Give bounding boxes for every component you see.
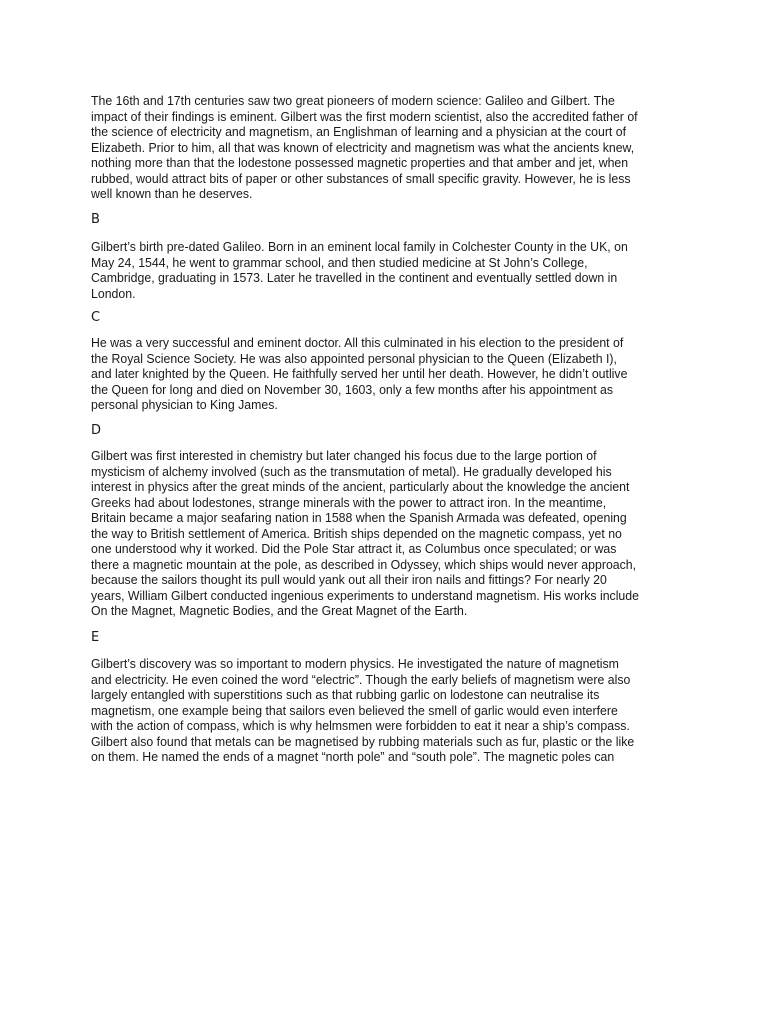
text-line: impact of their findings is eminent. Gilbert was the first modern scientist, also the accredited father of	[91, 108, 638, 124]
text-line: with the action of compass, which is why helmsmen were forbidden to eat it near a ship’s compass.	[91, 718, 630, 733]
text-line: Gilbert also found that metals can be magnetised by rubbing materials such as fur, plastic or the like	[91, 733, 635, 749]
text-line: Greeks had about lodestones, strange minerals with the power to attract iron. In the meantime,	[91, 494, 607, 510]
text-line: on them. He named the ends of a magnet “north pole” and “south pole”. The magnetic poles can	[91, 749, 615, 764]
text-line: London.	[91, 285, 136, 301]
text-line: Elizabeth. Prior to him, all that was known of electricity and magnetism was what the ancients knew,	[91, 139, 635, 155]
text-line: the Queen for long and died on November 30, 1603, only a few months after his appointment as	[91, 381, 614, 397]
text-line: On the Magnet, Magnetic Bodies, and the Great Magnet of the Earth.	[91, 603, 468, 618]
section-heading-d: D	[91, 423, 102, 438]
text-line: the Royal Science Society. He was also appointed personal physician to the Queen (Elizabeth I),	[91, 350, 617, 366]
text-line: Britain became a major seafaring nation in 1588 when the Spanish Armada was defeated, opening	[91, 510, 627, 525]
text-line: The 16th and 17th centuries saw two great pioneers of modern science: Galileo and Gilbert. The	[91, 93, 615, 108]
text-line: the way to British settlement of America. British ships depended on the magnetic compass, yet no	[91, 525, 622, 541]
text-line: largely entangled with superstitions such as that rubbing garlic on lodestone can neutralise its	[91, 687, 600, 702]
text-line: Gilbert’s birth pre-dated Galileo. Born in an eminent local family in Colchester County in the UK, on	[91, 239, 628, 254]
text-line: because the sailors thought its pull would yank out all their iron nails and fittings? For nearly 20	[91, 572, 607, 587]
paragraph-a	[91, 93, 638, 202]
text-line: Gilbert was first interested in chemistry but later changed his focus due to the large portion of	[91, 448, 597, 463]
text-line: May 24, 1544, he went to grammar school, and then studied medicine at St John’s College,	[91, 254, 588, 270]
text-line: Cambridge, graduating in 1573. Later he travelled in the continent and eventually settled down in	[91, 270, 618, 285]
text-line: personal physician to King James.	[91, 397, 278, 412]
paragraph-b	[91, 239, 628, 301]
text-line: rubbed, would attract bits of paper or other substances of small specific gravity. However, he is less	[91, 170, 631, 186]
text-line: there a magnetic mountain at the pole, as described in Odyssey, which ships would never approach,	[91, 556, 637, 572]
section-heading-c: C	[91, 310, 101, 325]
text-line: He was a very successful and eminent doctor. All this culminated in his election to the president of	[91, 335, 624, 350]
text-line: the science of electricity and magnetism, an Englishman of learning and a physician at the court of	[91, 124, 627, 139]
text-line: and later knighted by the Queen. He faithfully served her until her death. However, he didn’t outlive	[91, 366, 628, 381]
text-line: magnetism, one example being that sailors even believed the smell of garlic would even interfere	[91, 702, 618, 718]
section-heading-b: B	[91, 212, 100, 227]
paragraph-e	[91, 656, 634, 765]
text-line: years, William Gilbert conducted ingenious experiments to understand magnetism. His works include	[91, 587, 639, 603]
text-line: interest in physics after the great minds of the ancient, particularly about the knowledge the ancient	[91, 479, 630, 494]
section-heading-e: E	[91, 630, 100, 645]
text-line: Gilbert’s discovery was so important to modern physics. He investigated the nature of magnetism	[91, 656, 619, 671]
text-line: and electricity. He even coined the word “electric”. Though the early beliefs of magnetism were also	[91, 671, 631, 687]
text-line: mysticism of alchemy involved (such as the transmutation of metal). He gradually developed his	[91, 463, 612, 479]
paragraph-c	[91, 335, 627, 413]
text-line: well known than he deserves.	[91, 186, 253, 201]
text-line: one understood why it worked. Did the Pole Star attract it, as Columbus once speculated; or was	[91, 541, 617, 556]
paragraph-d	[91, 448, 639, 619]
text-line: nothing more than that the lodestone possessed magnetic properties and that amber and jet, when	[91, 155, 629, 170]
